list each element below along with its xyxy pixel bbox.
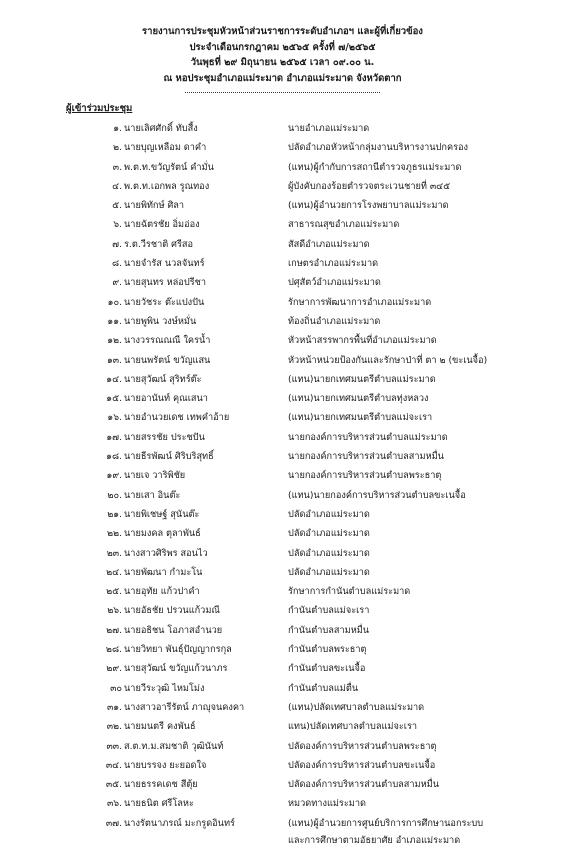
attendee-number: ๑๑. (107, 315, 122, 327)
attendee-number: ๓๖. (106, 798, 122, 810)
attendee-position: กำนันตำบลสามหมื่น (288, 624, 370, 636)
attendee-name: นายสุวัฒน์ ขวัญแก้วนาภร (124, 663, 228, 675)
attendee-number: ๒๗. (106, 624, 122, 636)
attendee-number: ๒๓. (106, 547, 122, 559)
attendee-name: นายธรรคเดช สีตุ้ย (124, 779, 198, 791)
attendee-number: ๓. (112, 161, 122, 173)
attendee-name: นายอัธชัย ปรวนแก้วมณี (124, 605, 220, 617)
attendee-name: นายสรรชัย ประชปัน (124, 431, 205, 443)
attendee-position: รักษาการกำนันตำบลแม่ระมาด (288, 586, 411, 598)
attendee-name: นายอำนวยเดช เทพคำอ้าย (124, 412, 230, 424)
list-item (0, 794, 565, 813)
attendee-position: ผู้บังคับกองร้อยตำรวจตระเวนชายที่ ๓๔๕ (288, 180, 451, 192)
attendee-name: นายอานันท์ คุณเสนา (124, 393, 208, 405)
attendee-position: (แทน)ผู้อำนวยการศูนย์บริการการศึกษานอกระบบ (288, 817, 484, 829)
attendee-position: รักษาการพัฒนาการอำเภอแม่ระมาด (288, 296, 432, 308)
attendee-name: นายเลิศศักดิ์ ทับสี้ง (124, 123, 198, 134)
attendee-number: ๑๙. (106, 470, 122, 482)
attendee-name: นายเจ วาริพิชัย (124, 470, 186, 482)
attendee-name: นายสุวัฒน์ สุริทร์ต๊ะ (124, 373, 202, 385)
attendee-position: ปลัดอำเภอหัวหน้ากลุ่มงานบริหารงานปกครอง (288, 142, 469, 154)
list-item (0, 737, 565, 756)
attendee-number: ๗. (112, 238, 122, 250)
list-item (0, 486, 565, 505)
list-item (0, 679, 565, 698)
attendee-name: นางสาวอารีรัตน์ ภาญุจนคงคา (124, 701, 245, 713)
attendee-number: ๑๘. (106, 451, 122, 463)
attendee-name: นายวีระวุฒิ ไหมโม่ง (124, 682, 205, 694)
attendee-number: ๑. (113, 123, 122, 134)
attendee-position: (แทน)นายกเทศมนตรีตำบลแม่ระมาด (288, 373, 436, 385)
attendee-name: นางสาวศิริพร สอนไว (124, 547, 208, 559)
list-item (0, 196, 565, 215)
list-item (0, 659, 565, 678)
attendee-number: ๒๙. (106, 663, 122, 675)
attendee-number: ๙. (112, 277, 122, 289)
attendee-name: ส.ต.ท.ม.สมชาติ วุฒินันท์ (124, 740, 224, 752)
list-item (0, 544, 565, 563)
dotted-divider (185, 86, 380, 93)
attendee-position: นายกองค์การบริหารส่วนตำบลพระธาตุ (288, 470, 442, 482)
list-item (0, 756, 565, 775)
attendee-name: นายวิทยา พันธุ์ปัญญากรกุล (124, 644, 232, 656)
attendee-number: ๕. (112, 200, 122, 212)
attendee-position: ปลัดอำเภอแม่ระมาด (288, 547, 370, 559)
attendee-position: ปลัดอำเภอแม่ระมาด (288, 528, 370, 540)
attendees-heading: ผู้เข้าร่วมประชุม (66, 103, 133, 114)
attendee-name: นายฉัตรชัย อิ่มอ่อง (124, 219, 200, 231)
attendee-number: ๒๖. (107, 605, 122, 617)
attendee-number: ๑๔. (106, 373, 122, 385)
list-item (0, 775, 565, 794)
list-item (0, 215, 565, 234)
attendee-position: กำนันตำบลแม่ตื่น (288, 682, 359, 694)
attendee-number: ๓๔. (105, 759, 122, 771)
attendee-number: ๑๓. (106, 354, 122, 366)
list-item (0, 158, 565, 177)
attendee-name: นายเสา อินต๊ะ (124, 489, 181, 501)
attendee-number: ๓๒. (106, 721, 122, 733)
attendee-position: สาธารณสุขอำเภอแม่ระมาด (288, 219, 400, 231)
attendee-name: นายจำรัส นวลจันทร์ (124, 258, 205, 270)
list-item (0, 601, 565, 620)
attendee-position: เกษตรอำเภอแม่ระมาด (288, 258, 379, 270)
attendee-position: นายอำเภอแม่ระมาด (288, 123, 370, 134)
attendee-position: (แทน)ผู้กำกับการสถานีตำรวจภูธรแม่ระมาด (288, 161, 462, 173)
list-item (0, 466, 565, 485)
attendee-name: นายพิเชษฐ์ สุนันต๊ะ (124, 508, 200, 520)
attendee-position: กำนันตำบลแม่จะเรา (288, 605, 370, 617)
attendee-position: แทน)ปลัดเทศบาลตำบลแม่จะเรา (288, 721, 418, 733)
attendee-number: ๒๔. (106, 566, 122, 578)
attendee-number: ๖. (113, 219, 122, 231)
attendee-position: หัวหน้าสรรพากรพื้นที่อำเภอแม่ระมาด (288, 335, 437, 347)
attendee-name: นางรัตนาภรณ์ มะกรูดอินทร์ (124, 817, 235, 829)
attendee-number: ๓๐ (110, 682, 122, 694)
list-item (0, 640, 565, 659)
meeting-month-line: ประจำเดือนกรกฎาคม ๒๕๖๕ ครั้งที่ ๗/๒๕๖๕ (189, 41, 376, 53)
meeting-venue-line: ณ หอประชุมอำเภอแม่ระมาด อำเภอแม่ระมาด จังหวัดตาก (163, 72, 402, 84)
attendee-name: นายธนิต ศรีโลหะ (124, 798, 194, 810)
list-item (0, 698, 565, 717)
attendee-name: นายอุทัย แก้วปาคำ (124, 586, 200, 598)
attendee-position: ปลัดอำเภอแม่ระมาด (288, 566, 370, 578)
attendee-position: (แทน)นายกเทศมนตรีตำบลทุ่งหลวง (288, 393, 429, 405)
attendee-position: ปลัดองค์การบริหารส่วนตำบลพระธาตุ (288, 740, 437, 752)
attendee-name: ร.ต.วีรชาติ ศรีสอ (124, 238, 194, 250)
attendee-number: ๓๕. (105, 779, 122, 791)
attendee-position: ปลัดอำเภอแม่ระมาด (288, 508, 370, 520)
list-item (0, 524, 565, 543)
attendee-name: นายสุนทร หล่อปรีชา (124, 277, 206, 289)
attendee-name: นายพูพิน วงษ์หมั่น (124, 315, 197, 327)
attendee-position: นายกองค์การบริหารส่วนตำบลแม่ระมาด (288, 431, 448, 443)
attendee-position: (แทน)ปลัดเทศบาลตำบลแม่ระมาด (288, 701, 425, 713)
attendee-name: นายวัชระ ต๊ะแปงปัน (124, 296, 205, 308)
attendee-number: ๒. (113, 142, 122, 154)
attendee-position: นายกองค์การบริหารส่วนตำบลสามหมื่น (288, 451, 444, 463)
attendee-name: นายมนตรี คงพันธ์ (124, 721, 196, 733)
attendee-number: ๔. (112, 180, 122, 192)
attendee-name: นายอธิชน โอภาสอำนวย (124, 624, 223, 636)
list-item (0, 331, 565, 350)
attendee-name: นายพิทักษ์ ศิลา (124, 200, 185, 212)
attendee-list (0, 119, 565, 848)
attendee-name: พ.ต.ท.เอกพล รูณทอง (124, 180, 210, 192)
list-item (0, 138, 565, 157)
attendee-number: ๓๗. (105, 817, 122, 829)
list-item (0, 447, 565, 466)
attendee-name: นายบรรจง ยะยอดใจ (124, 759, 207, 771)
attendee-name: นายบุญเหลือม ดาคำ (124, 142, 207, 154)
attendee-position: (แทน)นายกองค์การบริหารส่วนตำบลขะเนจื้อ (288, 489, 466, 501)
attendee-position: (แทน)ผู้อำนวยการโรงพยาบาลแม่ระมาด (288, 200, 449, 212)
attendee-position: กำนันตำบลขะเนจื้อ (288, 663, 366, 675)
attendee-name: นายมงคล ตุลาพันธ์ (124, 528, 201, 540)
attendee-name: นายนพรัตน์ ขวัญแสน (124, 354, 211, 366)
attendee-number: ๓๓. (106, 740, 122, 752)
attendee-position: ปลัดองค์การบริหารส่วนตำบลขะเนจื้อ (288, 759, 436, 771)
attendee-position: หัวหน้าหน่วยป้องกันและรักษาป่าที่ ตา ๒ (ขะเนจื้อ) (288, 354, 488, 366)
list-item (0, 351, 565, 370)
report-title: รายงานการประชุมหัวหน้าส่วนราชการระดับอำเภอฯ และผู้ที่เกี่ยวข้อง (142, 26, 423, 37)
attendee-position: สัสดีอำเภอแม่ระมาด (288, 238, 370, 250)
list-item (0, 177, 565, 196)
attendee-position: ปลัดองค์การบริหารส่วนตำบลสามหมื่น (288, 779, 440, 791)
attendee-name: นางวรรณณณี ใครน้ำ (124, 335, 211, 347)
list-item (0, 273, 565, 292)
attendee-number: ๑๕. (106, 393, 122, 405)
attendee-number: ๒๑. (107, 508, 122, 520)
attendee-position: หมวดทางแม่ระมาด (288, 798, 366, 810)
list-item (0, 119, 565, 138)
attendee-name: นายธีรพัฒน์ ศิริบริสุทธิ์ (124, 451, 214, 463)
list-item (0, 621, 565, 640)
attendee-number: ๒๒. (106, 528, 122, 540)
list-item (0, 582, 565, 601)
list-item (0, 428, 565, 447)
list-item (0, 563, 565, 582)
attendee-name: นายพัฒนา กำมะโน (124, 566, 203, 578)
list-item (0, 312, 565, 331)
attendee-number: ๑๐. (107, 296, 122, 308)
list-item (0, 505, 565, 524)
attendee-name: พ.ต.ท.ขวัญรัตน์ คำมั่น (124, 161, 214, 173)
list-item (0, 254, 565, 273)
attendee-number: ๒๐. (107, 489, 122, 501)
attendee-number: ๒๘. (105, 644, 122, 656)
attendee-position: ท้องถิ่นอำเภอแม่ระมาด (288, 315, 381, 327)
meeting-date-line: วันพุธที่ ๒๙ มิถุนายน ๒๕๖๕ เวลา ๐๙.๐๐ น. (190, 57, 375, 68)
attendee-number: ๑๗. (106, 431, 122, 443)
report-header (0, 24, 565, 93)
attendee-position-continued: และการศึกษาตามอัธยาศัย อำเภอแม่ระมาด (288, 834, 461, 846)
attendee-number: ๘. (111, 258, 122, 270)
attendee-number: ๑๒. (107, 335, 122, 347)
attendee-number: ๑๖. (107, 412, 122, 424)
list-item (0, 370, 565, 389)
list-item (0, 814, 565, 848)
list-item (0, 389, 565, 408)
attendee-number: ๒๕. (106, 586, 122, 598)
attendee-position: ปศุสัตว์อำเภอแม่ระมาด (288, 277, 381, 289)
list-item (0, 408, 565, 427)
attendee-position: กำนันตำบลพระธาตุ (288, 644, 367, 656)
list-item (0, 717, 565, 736)
attendee-position: (แทน)นายกเทศมนตรีตำบลแม่จะเรา (288, 412, 433, 424)
list-item (0, 293, 565, 312)
attendee-number: ๓๑. (106, 701, 122, 713)
list-item (0, 235, 565, 254)
